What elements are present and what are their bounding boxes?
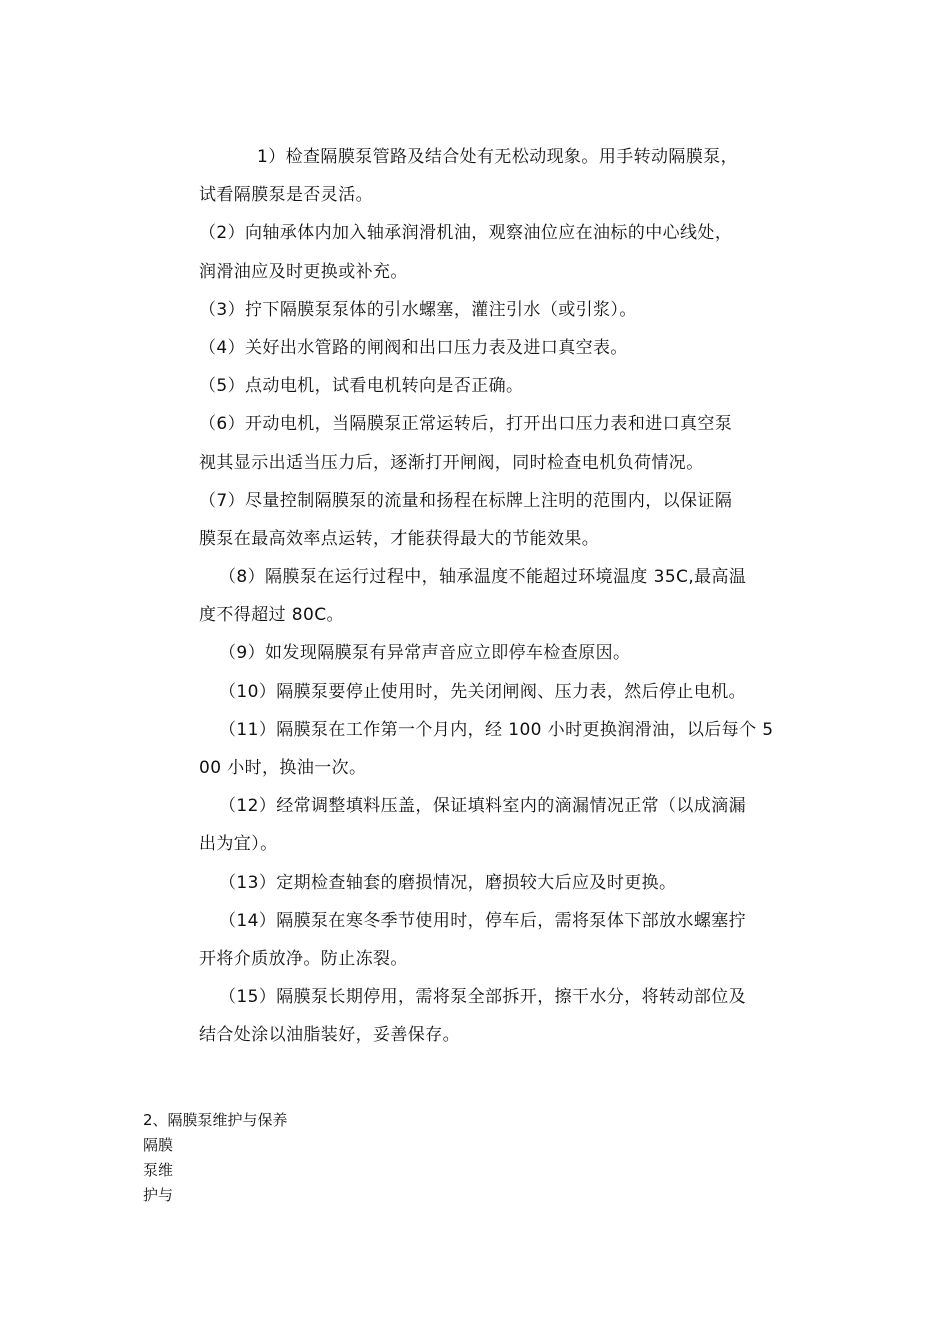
step-11-line-2: 00 小时，换油一次。 (199, 758, 367, 778)
step-7-line-2: 膜泵在最高效率点运转，才能获得最大的节能效果。 (199, 528, 600, 549)
maintenance-steps (199, 138, 799, 1055)
step-2-line-1: （2）向轴承体内加入轴承润滑机油，观察油位应在油标的中心线处， (199, 223, 733, 244)
section-fragment: 隔膜 (143, 1136, 174, 1154)
step-11-line-1: （11）隔膜泵在工作第一个月内，经 100 小时更换润滑油，以后每个 5 (219, 719, 774, 740)
section-fragment: 护与 (143, 1186, 174, 1204)
step-10-line-1: （10）隔膜泵要停止使用时，先关闭闸阀、压力表，然后停止电机。 (219, 681, 747, 702)
step-3-line-1: （3）拧下隔膜泵泵体的引水螺塞，灌注引水（或引浆）。 (199, 299, 637, 320)
step-7-line-1: （7）尽量控制隔膜泵的流量和扬程在标牌上注明的范围内，以保证隔 (199, 490, 733, 511)
step-6-line-1: （6）开动电机，当隔膜泵正常运转后，打开出口压力表和进口真空泵 (199, 414, 733, 435)
step-4-line-1: （4）关好出水管路的闸阀和出口压力表及进口真空表。 (199, 337, 628, 358)
section-heading: 2、隔膜泵维护与保养 (143, 1111, 288, 1129)
step-2-line-2: 润滑油应及时更换或补充。 (199, 261, 408, 282)
step-6-line-2: 视其显示出适当压力后，逐渐打开闸阀，同时检查电机负荷情况。 (199, 452, 704, 473)
step-1-line-2: 试看隔膜泵是否灵活。 (199, 185, 373, 206)
step-12-line-1: （12）经常调整填料压盖，保证填料室内的滴漏情况正常（以成滴漏 (219, 796, 747, 817)
step-14-line-2: 开将介质放净。防止冻裂。 (199, 948, 408, 969)
step-8-line-1: （8）隔膜泵在运行过程中，轴承温度不能超过环境温度 35C,最高温 (219, 567, 747, 588)
step-8-line-2: 度不得超过 80C。 (199, 605, 344, 626)
step-14-line-1: （14）隔膜泵在寒冬季节使用时，停车后，需将泵体下部放水螺塞拧 (219, 910, 747, 931)
step-13-line-1: （13）定期检查轴套的磨损情况，磨损较大后应及时更换。 (219, 872, 677, 893)
step-15-line-1: （15）隔膜泵长期停用，需将泵全部拆开，擦干水分，将转动部位及 (219, 987, 747, 1008)
step-5-line-1: （5）点动电机，试看电机转向是否正确。 (199, 376, 524, 397)
maintenance-section (143, 1108, 288, 1208)
step-15-line-2: 结合处涂以油脂装好，妥善保存。 (199, 1025, 460, 1046)
section-fragment: 泵维 (143, 1161, 174, 1179)
step-1-line-1: 1）检查隔膜泵管路及结合处有无松动现象。用手转动隔膜泵， (257, 147, 739, 167)
step-12-line-2: 出为宜）。 (199, 834, 278, 855)
step-9-line-1: （9）如发现隔膜泵有异常声音应立即停车检查原因。 (219, 643, 631, 664)
